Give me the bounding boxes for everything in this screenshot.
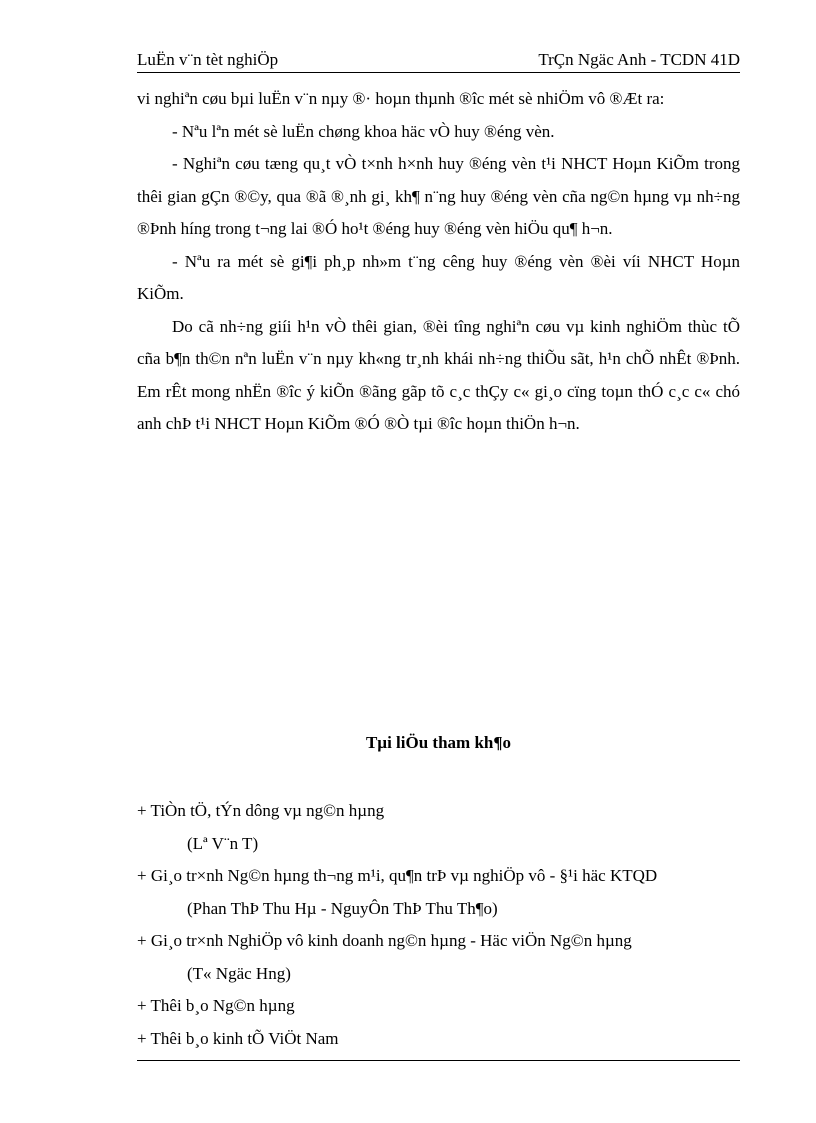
- references-title: Tµi liÖu tham kh¶o: [365, 733, 512, 752]
- bullet-theory: - Nªu lªn mét sè luËn chøng khoa häc vÒ huy ®éng vèn.: [172, 121, 555, 141]
- footer-divider: [137, 1060, 740, 1061]
- references-list: [137, 795, 740, 1055]
- reference-author: (Phan ThÞ Thu Hµ - NguyÔn ThÞ Thu Th¶o): [187, 898, 498, 918]
- bullet-solutions: - Nªu ra mét sè gi¶i ph¸p nh»m t¨ng cêng huy ®éng vèn ®èi víi NHCT Hoµn KiÕm.: [137, 251, 740, 303]
- reference-item: + Gi¸o tr×nh Ng©n hµng th¬ng m¹i, qu¶n trÞ vµ nghiÖp vô - §¹i häc KTQD: [137, 866, 658, 885]
- bullet-research: - Nghiªn cøu tæng qu¸t vÒ t×nh h×nh huy ®éng vèn t¹i NHCT Hoµn KiÕm trong thêi gian gÇn ®©y, qua ®ã ®¸nh gi¸ kh¶ n¨ng huy ®éng vèn cña ng©n hµng vµ nh÷ng ®Þnh híng trong t¬ng lai ®Ó ho¹t ®éng huy ®éng vèn hiÖu qu¶ h¬n.: [137, 154, 740, 238]
- paragraph-closing: Do cã nh÷ng giíi h¹n vÒ thêi gian, ®èi tîng nghiªn cøu vµ kinh nghiÖm thùc tÕ cña b¶n th©n nªn luËn v¨n nµy kh«ng tr¸nh khái nh÷ng thiÕu sãt, h¹n chÕ nhÊt ®Þnh. Em rÊt mong nhËn ®îc ý kiÕn ®ãng gãp tõ c¸c thÇy c« gi¸o cïng toµn thÓ c¸c c« chó anh chÞ t¹i NHCT Hoµn KiÕm ®Ó ®Ò tµi ®îc hoµn thiÖn h¬n.: [137, 316, 740, 433]
- header-author: TrÇn Ngäc Anh - TCDN 41D: [538, 50, 740, 69]
- reference-item: + Gi¸o tr×nh NghiÖp vô kinh doanh ng©n hµng - Häc viÖn Ng©n hµng: [137, 931, 632, 950]
- header-thesis-label: LuËn v¨n tèt nghiÖp: [137, 50, 279, 69]
- reference-item: + Thêi b¸o Ng©n hµng: [137, 996, 295, 1015]
- reference-item: + TiÒn tÖ, tÝn dông vµ ng©n hµng: [137, 801, 385, 820]
- conclusion-body: [137, 83, 740, 441]
- paragraph-intro: vi nghiªn cøu bµi luËn v¨n nµy ®· hoµn thµnh ®îc mét sè nhiÖm vô ®Æt ra:: [137, 89, 665, 108]
- reference-author: (T« Ngäc Hng): [187, 963, 291, 983]
- page-header: [137, 50, 740, 73]
- reference-item: + Thêi b¸o kinh tÕ ViÖt Nam: [137, 1028, 339, 1048]
- reference-author: (Lª V¨n T): [187, 833, 259, 853]
